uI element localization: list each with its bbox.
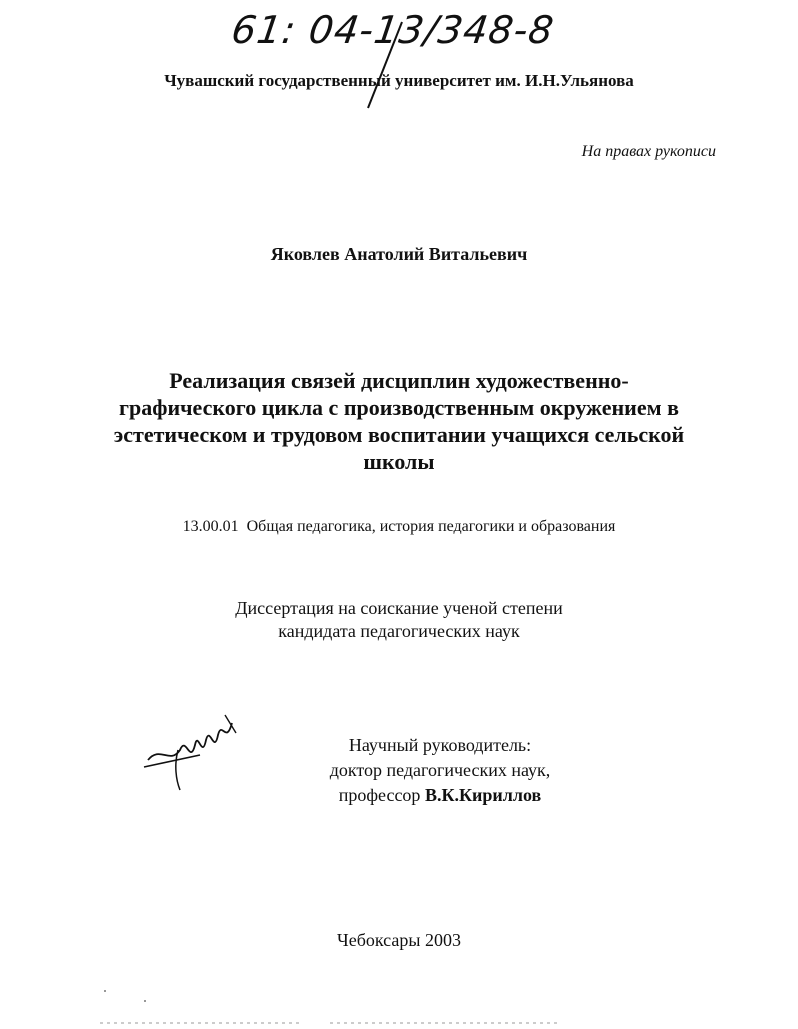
degree-statement: [0, 597, 798, 643]
title-line: школы: [363, 449, 435, 474]
handwritten-slash-mark: [360, 20, 410, 110]
handwritten-signature: [140, 705, 240, 795]
scientific-supervisor: [300, 733, 580, 808]
dissertation-title: [0, 367, 798, 475]
manuscript-rights-note: На правах рукописи: [581, 143, 716, 160]
handwritten-archive-code: 61: 04-13/348-8: [228, 8, 557, 52]
supervisor-title: профессор: [338, 785, 421, 805]
title-line: графического цикла с производственным окружением в: [119, 395, 679, 420]
university-name: Чувашский государственный университет им. И.Н.Ульянова: [164, 71, 634, 90]
city-and-year: Чебоксары 2003: [337, 930, 461, 950]
supervisor-degree: доктор педагогических наук,: [329, 760, 551, 780]
degree-line-1: Диссертация на соискание ученой степени: [235, 598, 563, 618]
title-line: Реализация связей дисциплин художественно-: [169, 368, 629, 393]
supervisor-role: Научный руководитель:: [348, 735, 532, 755]
title-line: эстетическом и трудовом воспитании учащихся сельской: [113, 422, 685, 447]
supervisor-name: В.К.Кириллов: [424, 785, 542, 805]
author-name: Яковлев Анатолий Витальевич: [270, 244, 528, 264]
degree-line-2: кандидата педагогических наук: [278, 621, 520, 641]
specialty-code: 13.00.01 Общая педагогика, история педагогики и образования: [182, 518, 616, 535]
supervisor-title-line: [300, 783, 580, 808]
scan-artifact-marks: [0, 985, 798, 1025]
